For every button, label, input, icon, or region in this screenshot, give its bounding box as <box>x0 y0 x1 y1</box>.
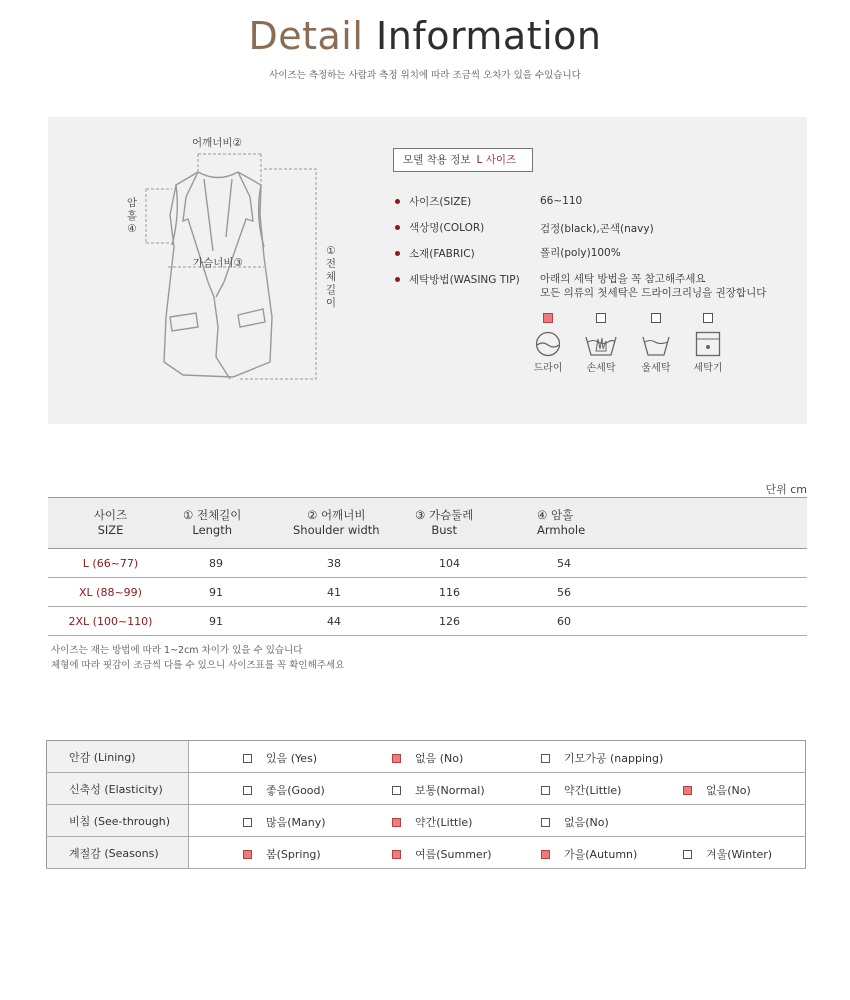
spec-key: 세탁방법(WASING TIP) <box>409 274 520 286</box>
option-item <box>683 782 751 798</box>
machine-checkbox <box>703 313 713 323</box>
spec-value: 폴리(poly)100% <box>540 247 621 259</box>
option-label: 없음 (No) <box>415 752 464 765</box>
cell-bust: 116 <box>415 578 537 607</box>
option-label: 보통(Normal) <box>415 784 485 797</box>
fabric-row-seasons <box>47 837 806 869</box>
checkbox-icon <box>541 754 550 763</box>
option-label: 여름(Summer) <box>415 848 492 861</box>
option-item <box>243 782 325 798</box>
option-item <box>392 782 485 798</box>
header-ko: ① 전체길이 <box>183 508 242 522</box>
title-accent: Detail <box>248 14 364 58</box>
spec-value: 66~110 <box>540 195 583 207</box>
size-note-1: 사이즈는 재는 방법에 따라 1~2cm 차이가 있을 수 있습니다 <box>51 645 303 656</box>
cell-length: 91 <box>173 578 293 607</box>
cell-length: 91 <box>173 607 293 636</box>
option-label: 약간(Little) <box>415 816 473 829</box>
size-table <box>48 497 807 636</box>
model-size-box <box>393 148 533 172</box>
spec-value: 아래의 세탁 방법을 꼭 참고해주세요 <box>540 273 706 285</box>
header-en: Length <box>192 523 233 537</box>
page-subtitle: 사이즈는 측정하는 사람과 측정 위치에 따라 조금씩 오차가 있을 수있습니다 <box>269 70 581 81</box>
spec-key: 사이즈(SIZE) <box>409 196 472 208</box>
dry-checkbox <box>543 313 553 323</box>
wash-wool <box>631 313 681 374</box>
checkbox-checked-icon <box>392 754 401 763</box>
header-length <box>173 498 293 549</box>
model-size: L 사이즈 <box>476 154 517 166</box>
header-en: Shoulder width <box>293 523 380 537</box>
cell-size: XL (88~99) <box>48 578 173 607</box>
option-item <box>541 846 637 862</box>
option-label: 약간(Little) <box>564 784 622 797</box>
cell-bust: 104 <box>415 549 537 578</box>
fabric-row-label: 신축성 (Elasticity) <box>47 773 189 805</box>
fabric-row-label: 비침 (See-through) <box>47 805 189 837</box>
model-label: 모델 착용 정보 <box>403 154 471 166</box>
checkbox-checked-icon <box>392 850 401 859</box>
cell-bust: 126 <box>415 607 537 636</box>
dry-clean-icon <box>534 331 562 357</box>
option-label: 없음(No) <box>706 784 751 797</box>
header-en: Armhole <box>537 523 586 537</box>
checkbox-checked-icon <box>683 786 692 795</box>
wash-hand <box>576 313 626 374</box>
fabric-row-elasticity <box>47 773 806 805</box>
table-row <box>48 607 807 636</box>
wash-machine <box>683 313 733 374</box>
washing-machine-icon <box>695 331 721 357</box>
checkbox-icon <box>541 818 550 827</box>
bust-label: 가슴너비③ <box>193 257 243 269</box>
wool-wash-icon <box>641 331 671 357</box>
header-armhole <box>537 498 807 549</box>
checkbox-checked-icon <box>243 850 252 859</box>
option-item <box>541 782 621 798</box>
table-row <box>48 578 807 607</box>
cell-size: L (66~77) <box>48 549 173 578</box>
fabric-options <box>189 805 806 837</box>
checkbox-icon <box>392 786 401 795</box>
header-ko: ③ 가슴둘레 <box>415 508 474 522</box>
option-label: 가을(Autumn) <box>564 848 638 861</box>
wash-label: 세탁기 <box>693 363 723 374</box>
option-label: 봄(Spring) <box>266 848 321 861</box>
wash-dry <box>523 313 573 374</box>
header-ko: ④ 암홀 <box>537 508 574 522</box>
hand-wash-icon <box>584 331 618 357</box>
spec-value: 검정(black),곤색(navy) <box>540 223 654 235</box>
wash-label: 드라이 <box>533 363 563 374</box>
option-label: 많음(Many) <box>266 816 326 829</box>
wash-label: 울세탁 <box>641 363 671 374</box>
wash-label: 손세탁 <box>586 363 616 374</box>
option-item <box>392 846 492 862</box>
bullet-icon <box>395 277 400 282</box>
fabric-table <box>46 740 806 869</box>
checkbox-icon <box>683 850 692 859</box>
fabric-row-see-through <box>47 805 806 837</box>
cell-armhole: 56 <box>537 578 807 607</box>
cell-size: 2XL (100~110) <box>48 607 173 636</box>
checkbox-icon <box>243 754 252 763</box>
option-item <box>683 846 772 862</box>
option-item <box>541 750 663 766</box>
cell-length: 89 <box>173 549 293 578</box>
option-label: 기모가공 (napping) <box>564 752 664 765</box>
cell-armhole: 60 <box>537 607 807 636</box>
cell-shoulder: 44 <box>293 607 415 636</box>
spec-key: 색상명(COLOR) <box>409 222 485 234</box>
option-label: 있음 (Yes) <box>266 752 318 765</box>
checkbox-icon <box>243 786 252 795</box>
header-en: SIZE <box>97 523 124 537</box>
fabric-row-label: 계절감 (Seasons) <box>47 837 189 869</box>
length-label: ① 전 체 길 이 <box>325 245 337 309</box>
cell-shoulder: 41 <box>293 578 415 607</box>
size-note-2: 체형에 따라 핏감이 조금씩 다를 수 있으니 사이즈표를 꼭 확인해주세요 <box>51 660 345 671</box>
option-label: 좋음(Good) <box>266 784 325 797</box>
spec-value-2: 모든 의류의 첫세탁은 드라이크리닝을 권장합니다 <box>540 287 767 299</box>
hand-checkbox <box>596 313 606 323</box>
armhole-label: 암 홀 ④ <box>126 197 138 235</box>
option-item <box>243 814 326 830</box>
fabric-row-lining <box>47 741 806 773</box>
bullet-icon <box>395 225 400 230</box>
bullet-icon <box>395 199 400 204</box>
option-label: 겨울(Winter) <box>706 848 773 861</box>
shoulder-label: 어깨너비② <box>192 137 242 149</box>
fabric-options <box>189 837 806 869</box>
header-ko: 사이즈 <box>93 508 128 522</box>
cell-shoulder: 38 <box>293 549 415 578</box>
option-item <box>243 750 317 766</box>
fabric-row-label: 안감 (Lining) <box>47 741 189 773</box>
cell-armhole: 54 <box>537 549 807 578</box>
detail-panel <box>48 117 807 424</box>
vest-diagram <box>48 117 378 424</box>
header-shoulder <box>293 498 415 549</box>
checkbox-icon <box>243 818 252 827</box>
header-en: Bust <box>431 523 458 537</box>
bullet-icon <box>395 251 400 256</box>
checkbox-icon <box>541 786 550 795</box>
option-item <box>541 814 609 830</box>
fabric-options <box>189 741 806 773</box>
header-bust <box>415 498 537 549</box>
fabric-options <box>189 773 806 805</box>
title-main: Information <box>376 14 602 58</box>
option-item <box>392 814 472 830</box>
checkbox-checked-icon <box>541 850 550 859</box>
header-ko: ② 어깨너비 <box>307 508 366 522</box>
page-title <box>0 14 850 58</box>
checkbox-checked-icon <box>392 818 401 827</box>
option-item <box>392 750 463 766</box>
table-row <box>48 549 807 578</box>
option-item <box>243 846 321 862</box>
unit-label: 단위 cm <box>765 483 807 496</box>
spec-key: 소재(FABRIC) <box>409 248 475 260</box>
header-size <box>48 498 173 549</box>
wool-checkbox <box>651 313 661 323</box>
option-label: 없음(No) <box>564 816 609 829</box>
size-table-header <box>48 498 807 549</box>
